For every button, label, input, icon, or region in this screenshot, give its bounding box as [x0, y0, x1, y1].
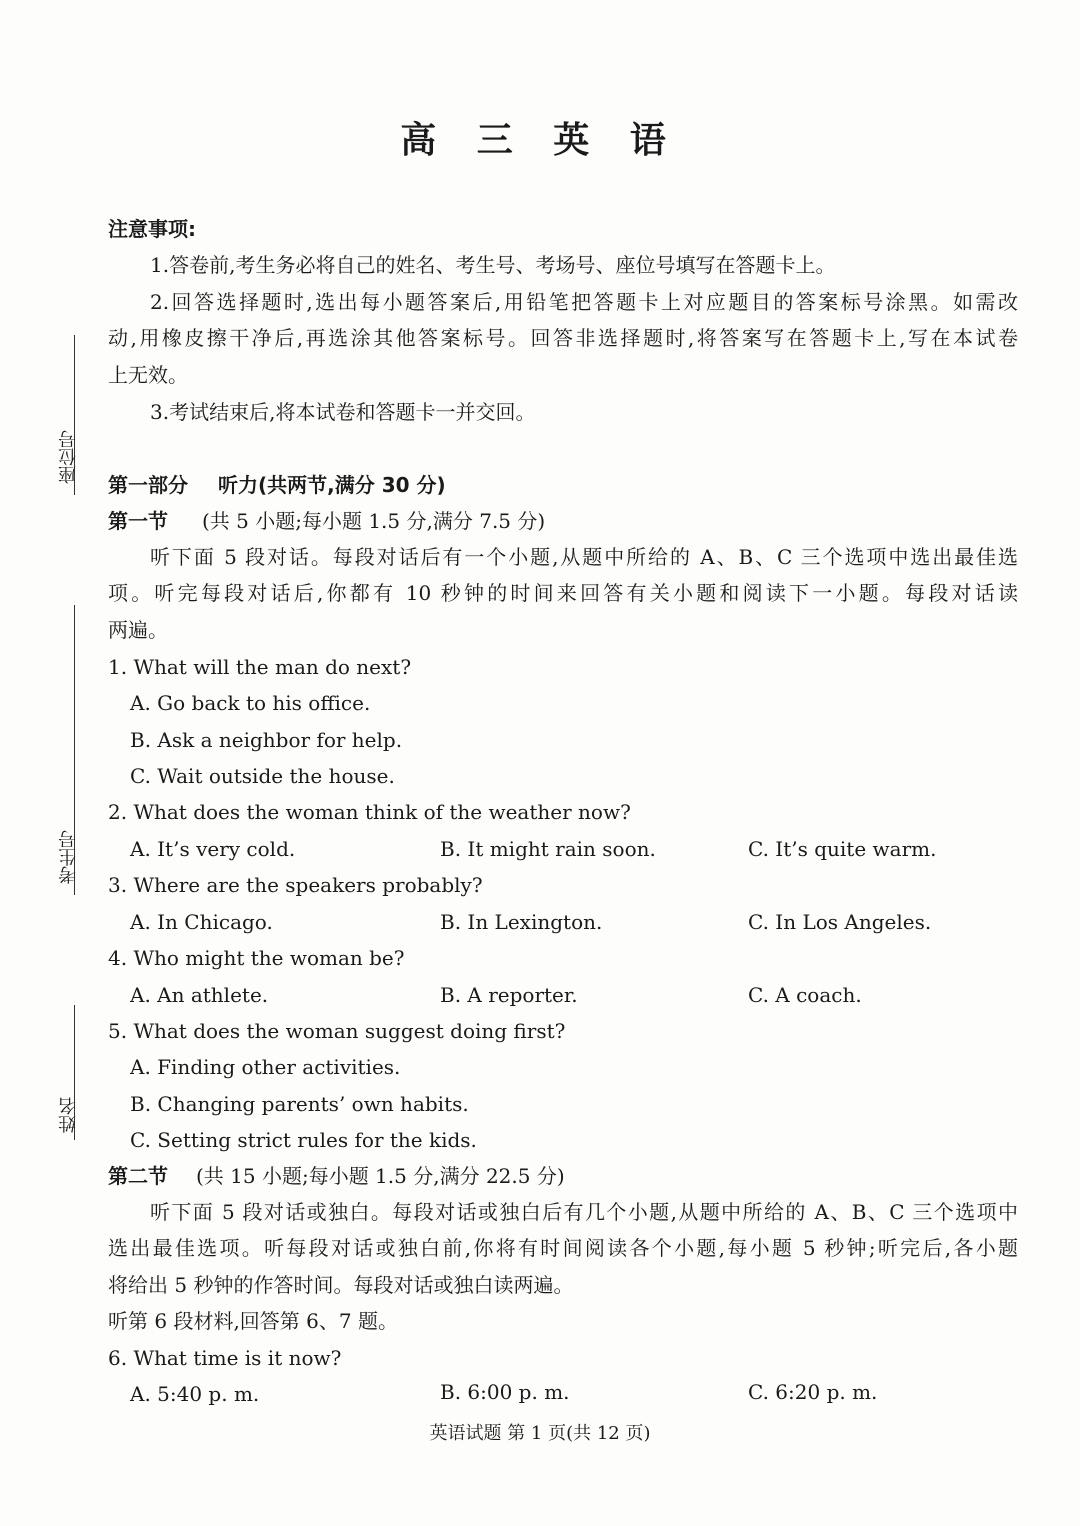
question-5-stem: 5. What does the woman suggest doing first? — [108, 1019, 566, 1043]
exam-number-label: 考生号 — [58, 830, 79, 884]
question-1-option-c: C. Wait outside the house. — [130, 764, 395, 788]
section1-heading: 第一节 — [108, 509, 168, 533]
question-5-option-b: B. Changing parents’ own habits. — [130, 1092, 469, 1116]
seat-number-label: 座位号 — [58, 430, 79, 484]
section1-instruction-line-3: 两遍。 — [108, 618, 168, 642]
question-2-option-b: B. It might rain soon. — [440, 837, 656, 861]
material-6-instruction: 听第 6 段材料,回答第 6、7 题。 — [108, 1309, 398, 1333]
section2-instruction-line-2: 选出最佳选项。听每段对话或独白前,你将有时间阅读各个小题,每小题 5 秒钟;听完后,各小题 — [108, 1236, 1018, 1260]
question-6-option-c: C. 6:20 p. m. — [748, 1380, 878, 1404]
question-1-option-b: B. Ask a neighbor for help. — [130, 728, 403, 752]
question-3-option-a: A. In Chicago. — [130, 910, 273, 934]
question-3-option-b: B. In Lexington. — [440, 910, 603, 934]
notice-item-2-line-1: 2.回答选择题时,选出每小题答案后,用铅笔把答题卡上对应题目的答案标号涂黑。如需改 — [150, 290, 1018, 314]
section2-instruction-line-3: 将给出 5 秒钟的作答时间。每段对话或独白读两遍。 — [108, 1273, 574, 1297]
question-1-option-a: A. Go back to his office. — [130, 691, 371, 715]
section1-note: (共 5 小题;每小题 1.5 分,满分 7.5 分) — [202, 509, 546, 533]
part1-heading-detail: 听力(共两节,满分 30 分) — [218, 473, 446, 497]
question-4-option-b: B. A reporter. — [440, 983, 578, 1007]
question-2-stem: 2. What does the woman think of the weather now? — [108, 800, 631, 824]
question-3-option-c: C. In Los Angeles. — [748, 910, 932, 934]
question-1-stem: 1. What will the man do next? — [108, 655, 412, 679]
question-5-option-a: A. Finding other activities. — [130, 1055, 401, 1079]
notice-item-1: 1.答卷前,考生务必将自己的姓名、考生号、考场号、座位号填写在答题卡上。 — [150, 253, 836, 277]
section2-instruction-line-1: 听下面 5 段对话或独白。每段对话或独白后有几个小题,从题中所给的 A、B、C 三个选项中 — [150, 1200, 1018, 1224]
notice-item-3: 3.考试结束后,将本试卷和答题卡一并交回。 — [150, 400, 536, 424]
section2-note: (共 15 小题;每小题 1.5 分,满分 22.5 分) — [196, 1164, 565, 1188]
section1-instruction-line-2: 项。听完每段对话后,你都有 10 秒钟的时间来回答有关小题和阅读下一小题。每段对话读 — [108, 581, 1018, 605]
question-6-option-b: B. 6:00 p. m. — [440, 1380, 570, 1404]
section2-heading: 第二节 — [108, 1164, 168, 1188]
name-label: 姓名 — [58, 1097, 79, 1133]
question-2-option-c: C. It’s quite warm. — [748, 837, 937, 861]
question-4-option-c: C. A coach. — [748, 983, 862, 1007]
question-6-stem: 6. What time is it now? — [108, 1346, 342, 1370]
part1-heading: 第一部分 — [108, 473, 188, 497]
question-6-option-a: A. 5:40 p. m. — [130, 1382, 260, 1406]
notice-item-2-line-2: 动,用橡皮擦干净后,再选涂其他答案标号。回答非选择题时,将答案写在答题卡上,写在本试卷 — [108, 326, 1018, 350]
question-2-option-a: A. It’s very cold. — [130, 837, 296, 861]
exam-title: 高 三 英 语 — [400, 120, 680, 161]
notice-heading: 注意事项: — [108, 217, 196, 241]
question-4-stem: 4. Who might the woman be? — [108, 946, 405, 970]
question-4-option-a: A. An athlete. — [130, 983, 269, 1007]
page-footer: 英语试题 第 1 页(共 12 页) — [429, 1423, 651, 1444]
question-3-stem: 3. Where are the speakers probably? — [108, 873, 483, 897]
notice-item-2-line-3: 上无效。 — [108, 363, 188, 387]
question-5-option-c: C. Setting strict rules for the kids. — [130, 1128, 477, 1152]
section1-instruction-line-1: 听下面 5 段对话。每段对话后有一个小题,从题中所给的 A、B、C 三个选项中选出最佳选 — [150, 545, 1018, 569]
